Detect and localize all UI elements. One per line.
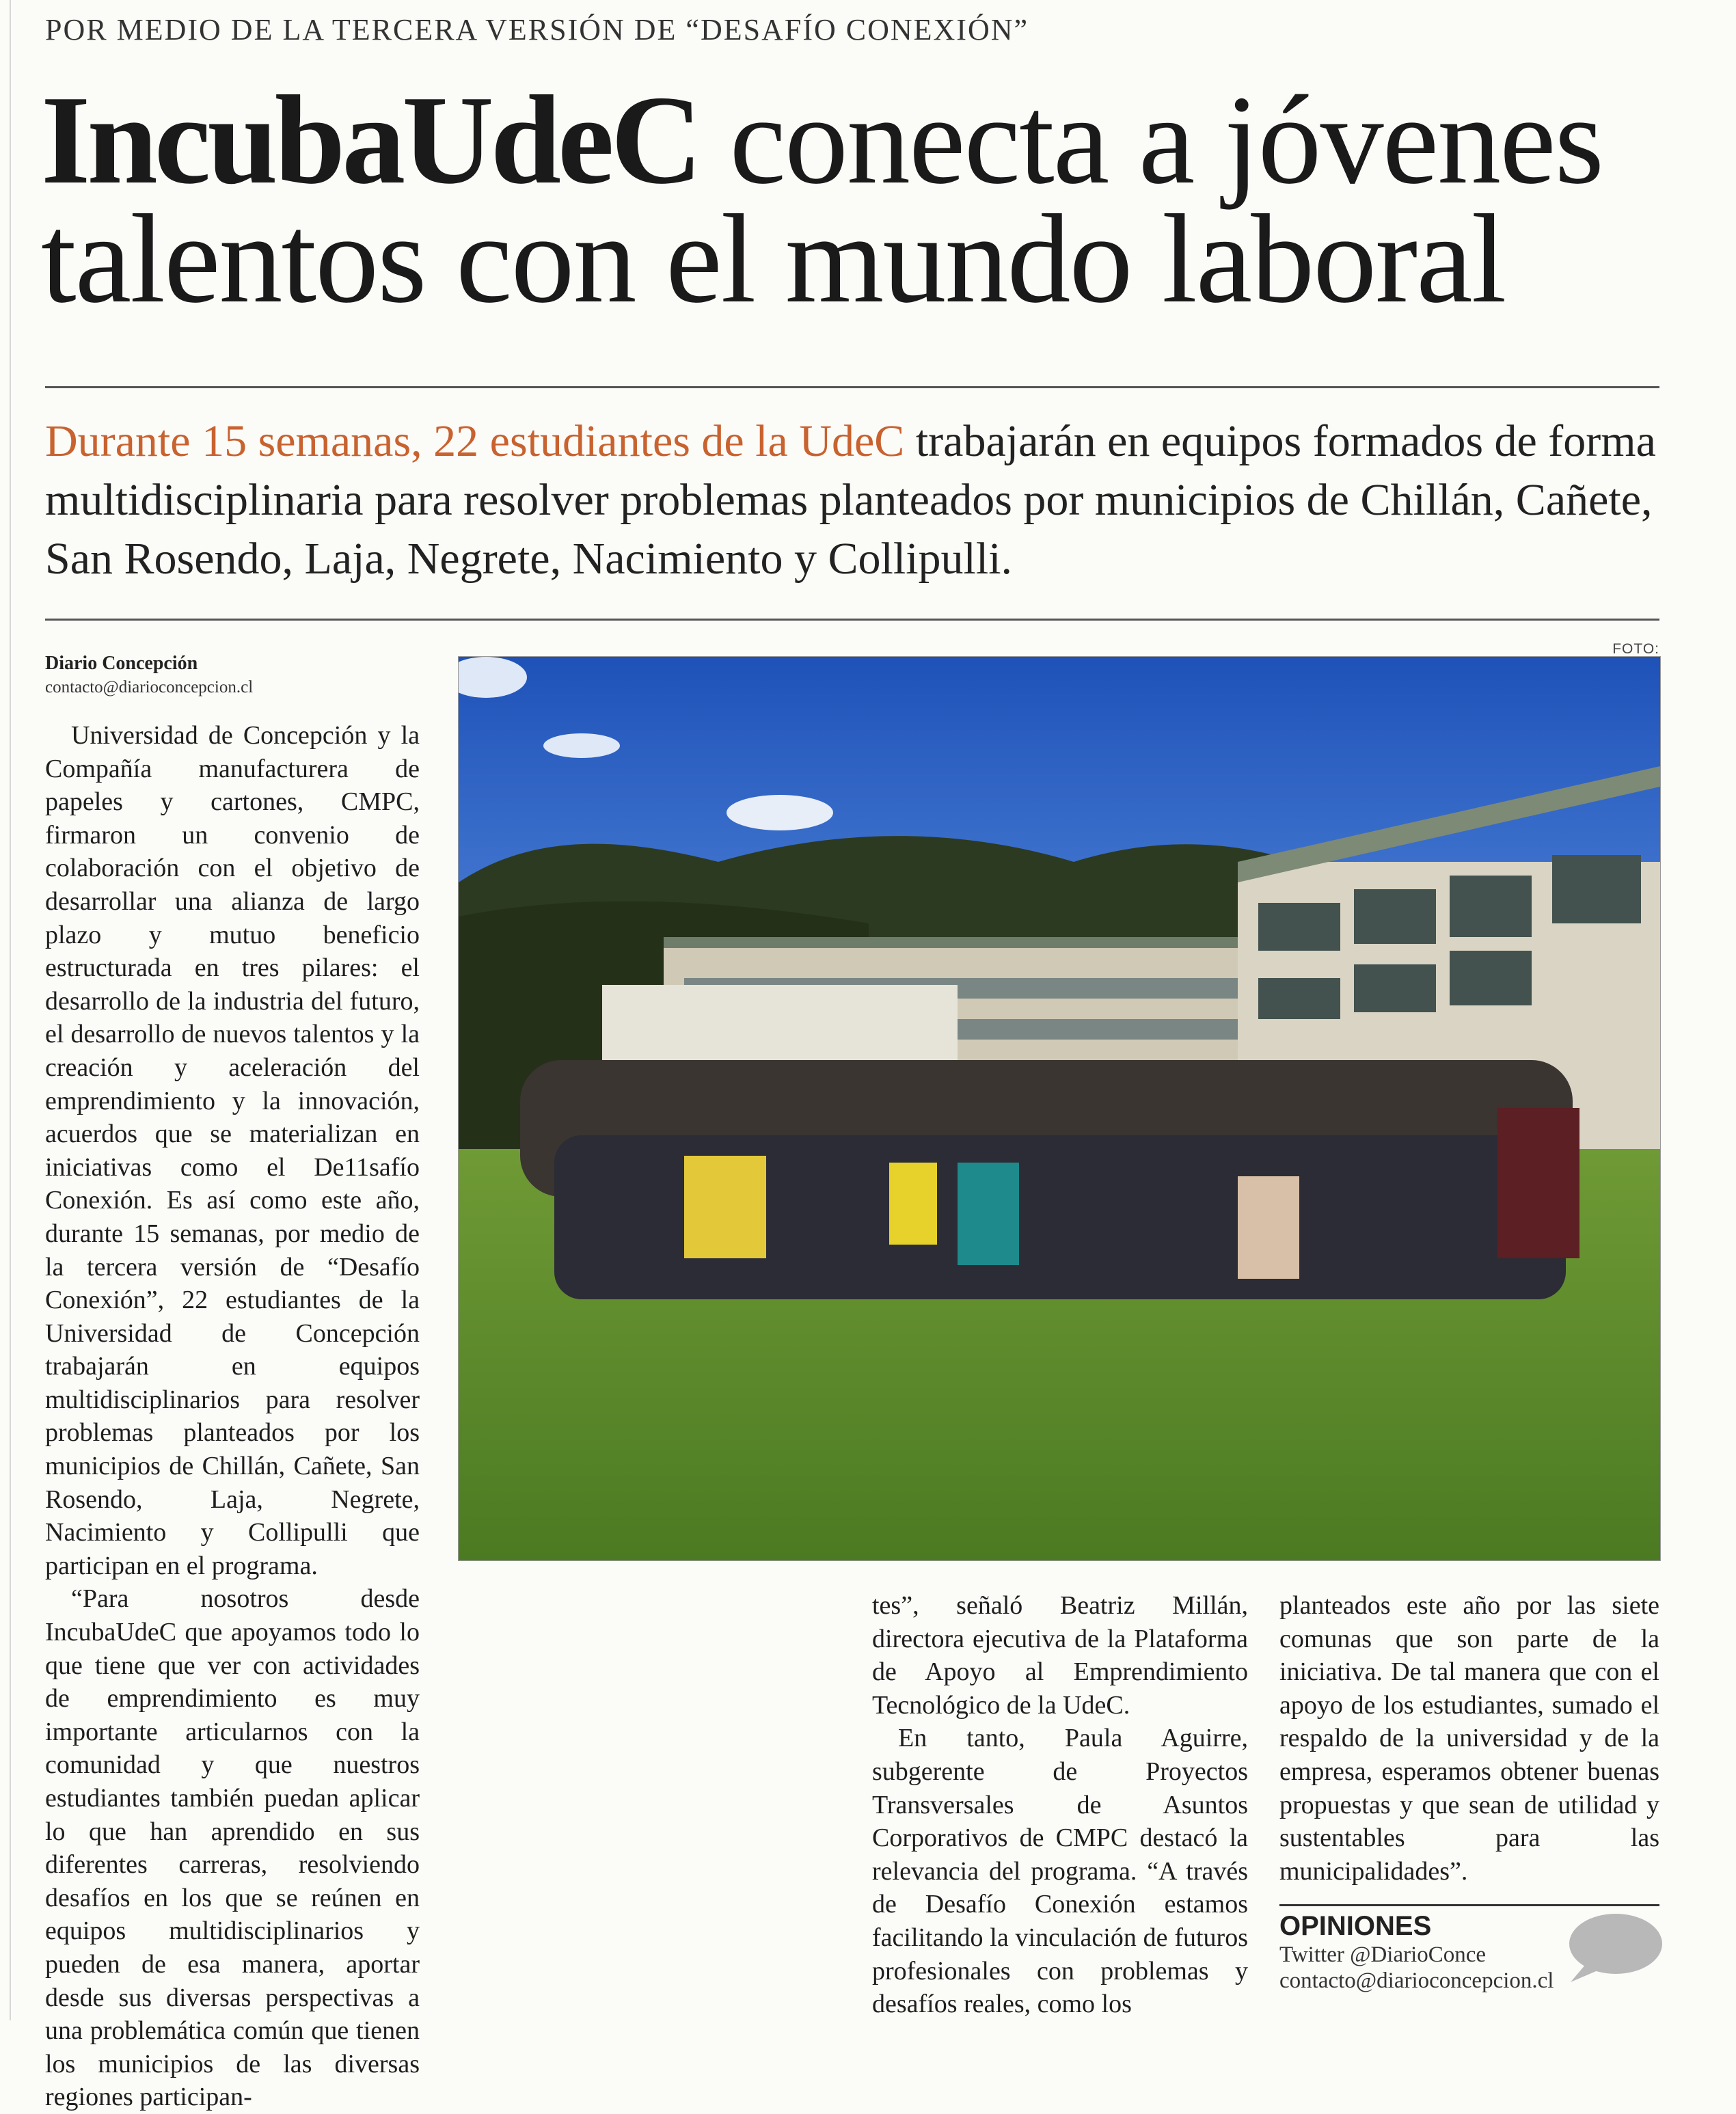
paragraph: En tanto, Paula Aguirre, subgerente de Proyectos Transversales de Asuntos Corporativos de CMPC destacó la relevancia del programa. “A través de Desafío Conexión estamos facilitando la vinculación de futuros profesionales con problemas y desafíos reales, como los bbox=[872, 1724, 1248, 2019]
kicker: POR MEDIO DE LA TERCERA VERSIÓN DE “DESAFÍO CONEXIÓN” bbox=[45, 13, 1029, 46]
photo-credit: FOTO: bbox=[1612, 641, 1659, 657]
opiniones-twitter: Twitter @DiarioConce bbox=[1279, 1942, 1487, 1967]
deck-rest: trabajarán en equipos formados de forma multidisciplinaria para resolver problemas planteados por municipios de Chillán, Cañete, San Rosendo, Laja, Negrete, Nacimiento y Collipulli. bbox=[45, 416, 1656, 584]
body-column-2 bbox=[872, 1589, 1248, 2021]
paragraph: planteados este año por las siete comunas que son parte de la iniciativa. De tal manera que con el apoyo de los estudiantes, sumado el respaldo de la universidad y de la empresa, esperamos obtener buenas propuestas y que sean de utilidad y sustentables para las municipalidades”. bbox=[1279, 1591, 1659, 1886]
paragraph: Universidad de Concepción y la Compañía manufacturera de papeles y cartones, CMPC, firmaron un convenio de colaboración con el objetivo de desarrollar una alianza de largo plazo y mutuo beneficio estructurada en tres pilares: el desarrollo de la industria del futuro, el desarrollo de nuevos talentos y la creación y aceleración del emprendimiento y la innovación, acuerdos que se materializan en iniciativas como el De11safío Conexión. Es así como este año, durante 15 semanas, por medio de la tercera versión de “Desafío Conexión”, 22 estudiantes de la Universidad de Concepción trabajarán en equipos multidisciplinarios para resolver problemas planteados por los municipios de Chillán, Cañete, San Rosendo, Laja, Negrete, Nacimiento y Collipulli que participan en el programa. bbox=[45, 721, 420, 1580]
headline bbox=[41, 70, 1695, 329]
body-column-1 bbox=[45, 719, 420, 2114]
opiniones-contact: contacto@diarioconcepcion.cl bbox=[1279, 1968, 1554, 1993]
photo-cloud bbox=[727, 795, 833, 830]
page-edge-rule bbox=[10, 0, 11, 2020]
photo-people bbox=[520, 1060, 1579, 1299]
headline-brand: IncubaUdeC bbox=[41, 70, 699, 211]
deck-top-rule bbox=[45, 386, 1659, 388]
byline-author: Diario Concepción bbox=[45, 653, 198, 674]
byline-email: contacto@diarioconcepcion.cl bbox=[45, 678, 254, 696]
paragraph: tes”, señaló Beatriz Millán, directora ejecutiva de la Plataforma de Apoyo al Emprendimiento Tecnológico de la UdeC. bbox=[872, 1591, 1248, 1720]
opiniones-title: OPINIONES bbox=[1279, 1911, 1432, 1941]
headline-rest: conecta a jóvenes talentos con el mundo laboral bbox=[41, 70, 1603, 329]
group-photo bbox=[458, 656, 1661, 1561]
speech-bubble-icon bbox=[1561, 1911, 1664, 1986]
body-column-3 bbox=[1279, 1589, 1659, 1888]
opiniones-rule bbox=[1279, 1904, 1659, 1906]
deck-highlight: Durante 15 semanas, 22 estudiantes de la UdeC bbox=[45, 416, 905, 466]
photo-building-roof bbox=[664, 937, 1279, 948]
deck-bottom-rule bbox=[45, 619, 1659, 621]
paragraph: “Para nosotros desde IncubaUdeC que apoyamos todo lo que tiene que ver con actividades de emprendimiento es muy importante articularnos con la comunidad y que nuestros estudiantes también puedan aplicar lo que han aprendido en sus diferentes carreras, resolviendo desafíos en los que se reúnen en equipos multidisciplinarios y pueden de esa manera, aportar desde sus diversas perspectivas a una problemática común que tienen los municipios de las diversas regiones participan- bbox=[45, 1584, 420, 2112]
deck bbox=[45, 412, 1665, 588]
photo-cloud bbox=[543, 733, 620, 758]
